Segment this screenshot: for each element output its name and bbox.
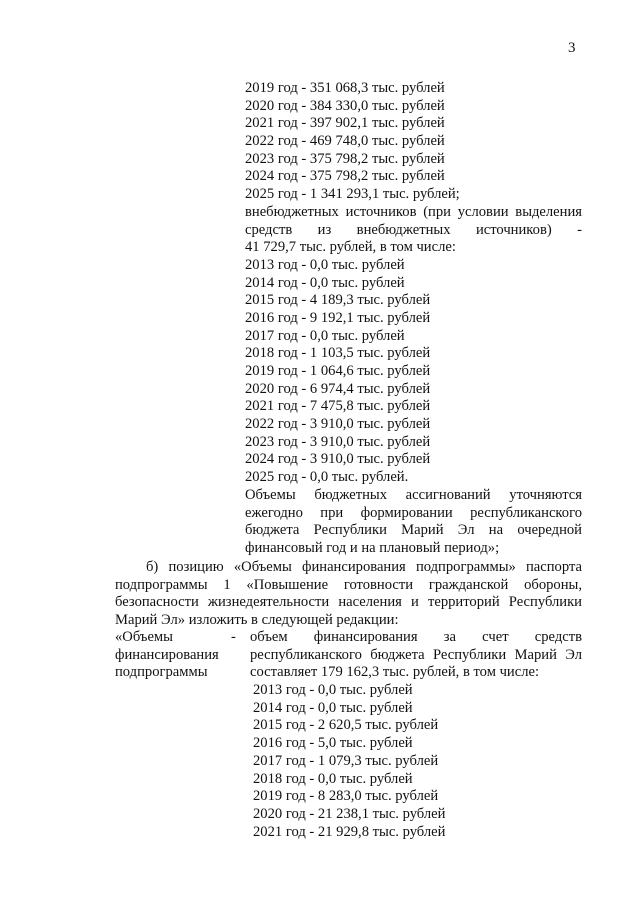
label-dash: - <box>231 629 236 645</box>
subprogram-year-line: 2016 год - 5,0 тыс. рублей <box>253 735 413 752</box>
extrabudget-line: средств из внебюджетных источников) - <box>245 221 582 238</box>
subprogram-label <box>115 629 235 682</box>
note-line: бюджета Республики Марий Эл на очередной <box>245 522 582 539</box>
subprogram-year-line: 2021 год - 21 929,8 тыс. рублей <box>253 823 446 840</box>
subprogram-year-line: 2017 год - 1 079,3 тыс. рублей <box>253 752 439 769</box>
extrabudget-year-line: 2021 год - 7 475,8 тыс. рублей <box>245 398 431 415</box>
year-line: 2024 год - 375 798,2 тыс. рублей <box>245 168 445 185</box>
extrabudget-year-line: 2014 год - 0,0 тыс. рублей <box>245 274 405 291</box>
subprogram-year-line: 2014 год - 0,0 тыс. рублей <box>253 699 413 716</box>
funding-line: республиканского бюджета Республики Марий Эл <box>250 646 582 663</box>
extrabudget-year-line: 2023 год - 3 910,0 тыс. рублей <box>245 433 431 450</box>
year-line: 2019 год - 351 068,3 тыс. рублей <box>245 80 445 96</box>
extrabudget-line: внебюджетных источников (при условии выделения <box>245 203 582 220</box>
year-line: 2025 год - 1 341 293,1 тыс. рублей; <box>245 186 460 203</box>
paragraph-b-line: безопасности жизнедеятельности населения и территорий Республики <box>115 594 582 611</box>
subprogram-funding <box>250 629 582 841</box>
extrabudget-year-line: 2020 год - 6 974,4 тыс. рублей <box>245 380 431 397</box>
label-line: финансирования <box>115 646 219 663</box>
subprogram-year-line: 2018 год - 0,0 тыс. рублей <box>253 770 413 787</box>
extrabudget-year-line: 2015 год - 4 189,3 тыс. рублей <box>245 292 431 309</box>
subprogram-year-line: 2020 год - 21 238,1 тыс. рублей <box>253 805 446 822</box>
label-line: подпрограммы <box>115 664 208 681</box>
extrabudget-year-line: 2024 год - 3 910,0 тыс. рублей <box>245 451 431 468</box>
year-line: 2021 год - 397 902,1 тыс. рублей <box>245 115 445 132</box>
label-line: «Объемы <box>115 629 173 645</box>
subprogram-year-line: 2013 год - 0,0 тыс. рублей <box>253 682 413 699</box>
paragraph-b-line: подпрограммы 1 «Повышение готовности гражданской обороны, <box>115 576 582 593</box>
note-last-line: финансовый год и на плановый период»; <box>245 539 500 556</box>
subprogram-year-line: 2019 год - 8 283,0 тыс. рублей <box>253 788 439 805</box>
extrabudget-year-line: 2018 год - 1 103,5 тыс. рублей <box>245 345 431 362</box>
year-line: 2022 год - 469 748,0 тыс. рублей <box>245 133 445 150</box>
extrabudget-year-line: 2013 год - 0,0 тыс. рублей <box>245 256 405 273</box>
extrabudget-year-line: 2017 год - 0,0 тыс. рублей <box>245 327 405 344</box>
subprogram-year-line: 2015 год - 2 620,5 тыс. рублей <box>253 717 439 734</box>
funding-total: составляет 179 162,3 тыс. рублей, в том числе: <box>250 664 540 681</box>
extrabudget-year-line: 2022 год - 3 910,0 тыс. рублей <box>245 416 431 433</box>
note-line: Объемы бюджетных ассигнований уточняются <box>245 486 582 503</box>
funding-line: объем финансирования за счет средств <box>250 629 582 645</box>
year-line: 2020 год - 384 330,0 тыс. рублей <box>245 97 445 114</box>
note-line: ежегодно при формировании республиканского <box>245 504 582 521</box>
paragraph-b-last-line: Марий Эл» изложить в следующей редакции: <box>115 612 399 629</box>
page-number: 3 <box>568 40 576 56</box>
paragraph-b <box>115 559 582 630</box>
extrabudget-year-line: 2016 год - 9 192,1 тыс. рублей <box>245 309 431 326</box>
extrabudget-year-line: 2019 год - 1 064,6 тыс. рублей <box>245 363 431 379</box>
year-line: 2023 год - 375 798,2 тыс. рублей <box>245 150 445 167</box>
extrabudget-year-line: 2025 год - 0,0 тыс. рублей. <box>245 469 409 486</box>
paragraph-b-line: б) позицию «Объемы финансирования подпрограммы» паспорта <box>146 559 582 575</box>
extrabudget-total: 41 729,7 тыс. рублей, в том числе: <box>245 239 456 256</box>
funding-continuation <box>245 80 582 558</box>
